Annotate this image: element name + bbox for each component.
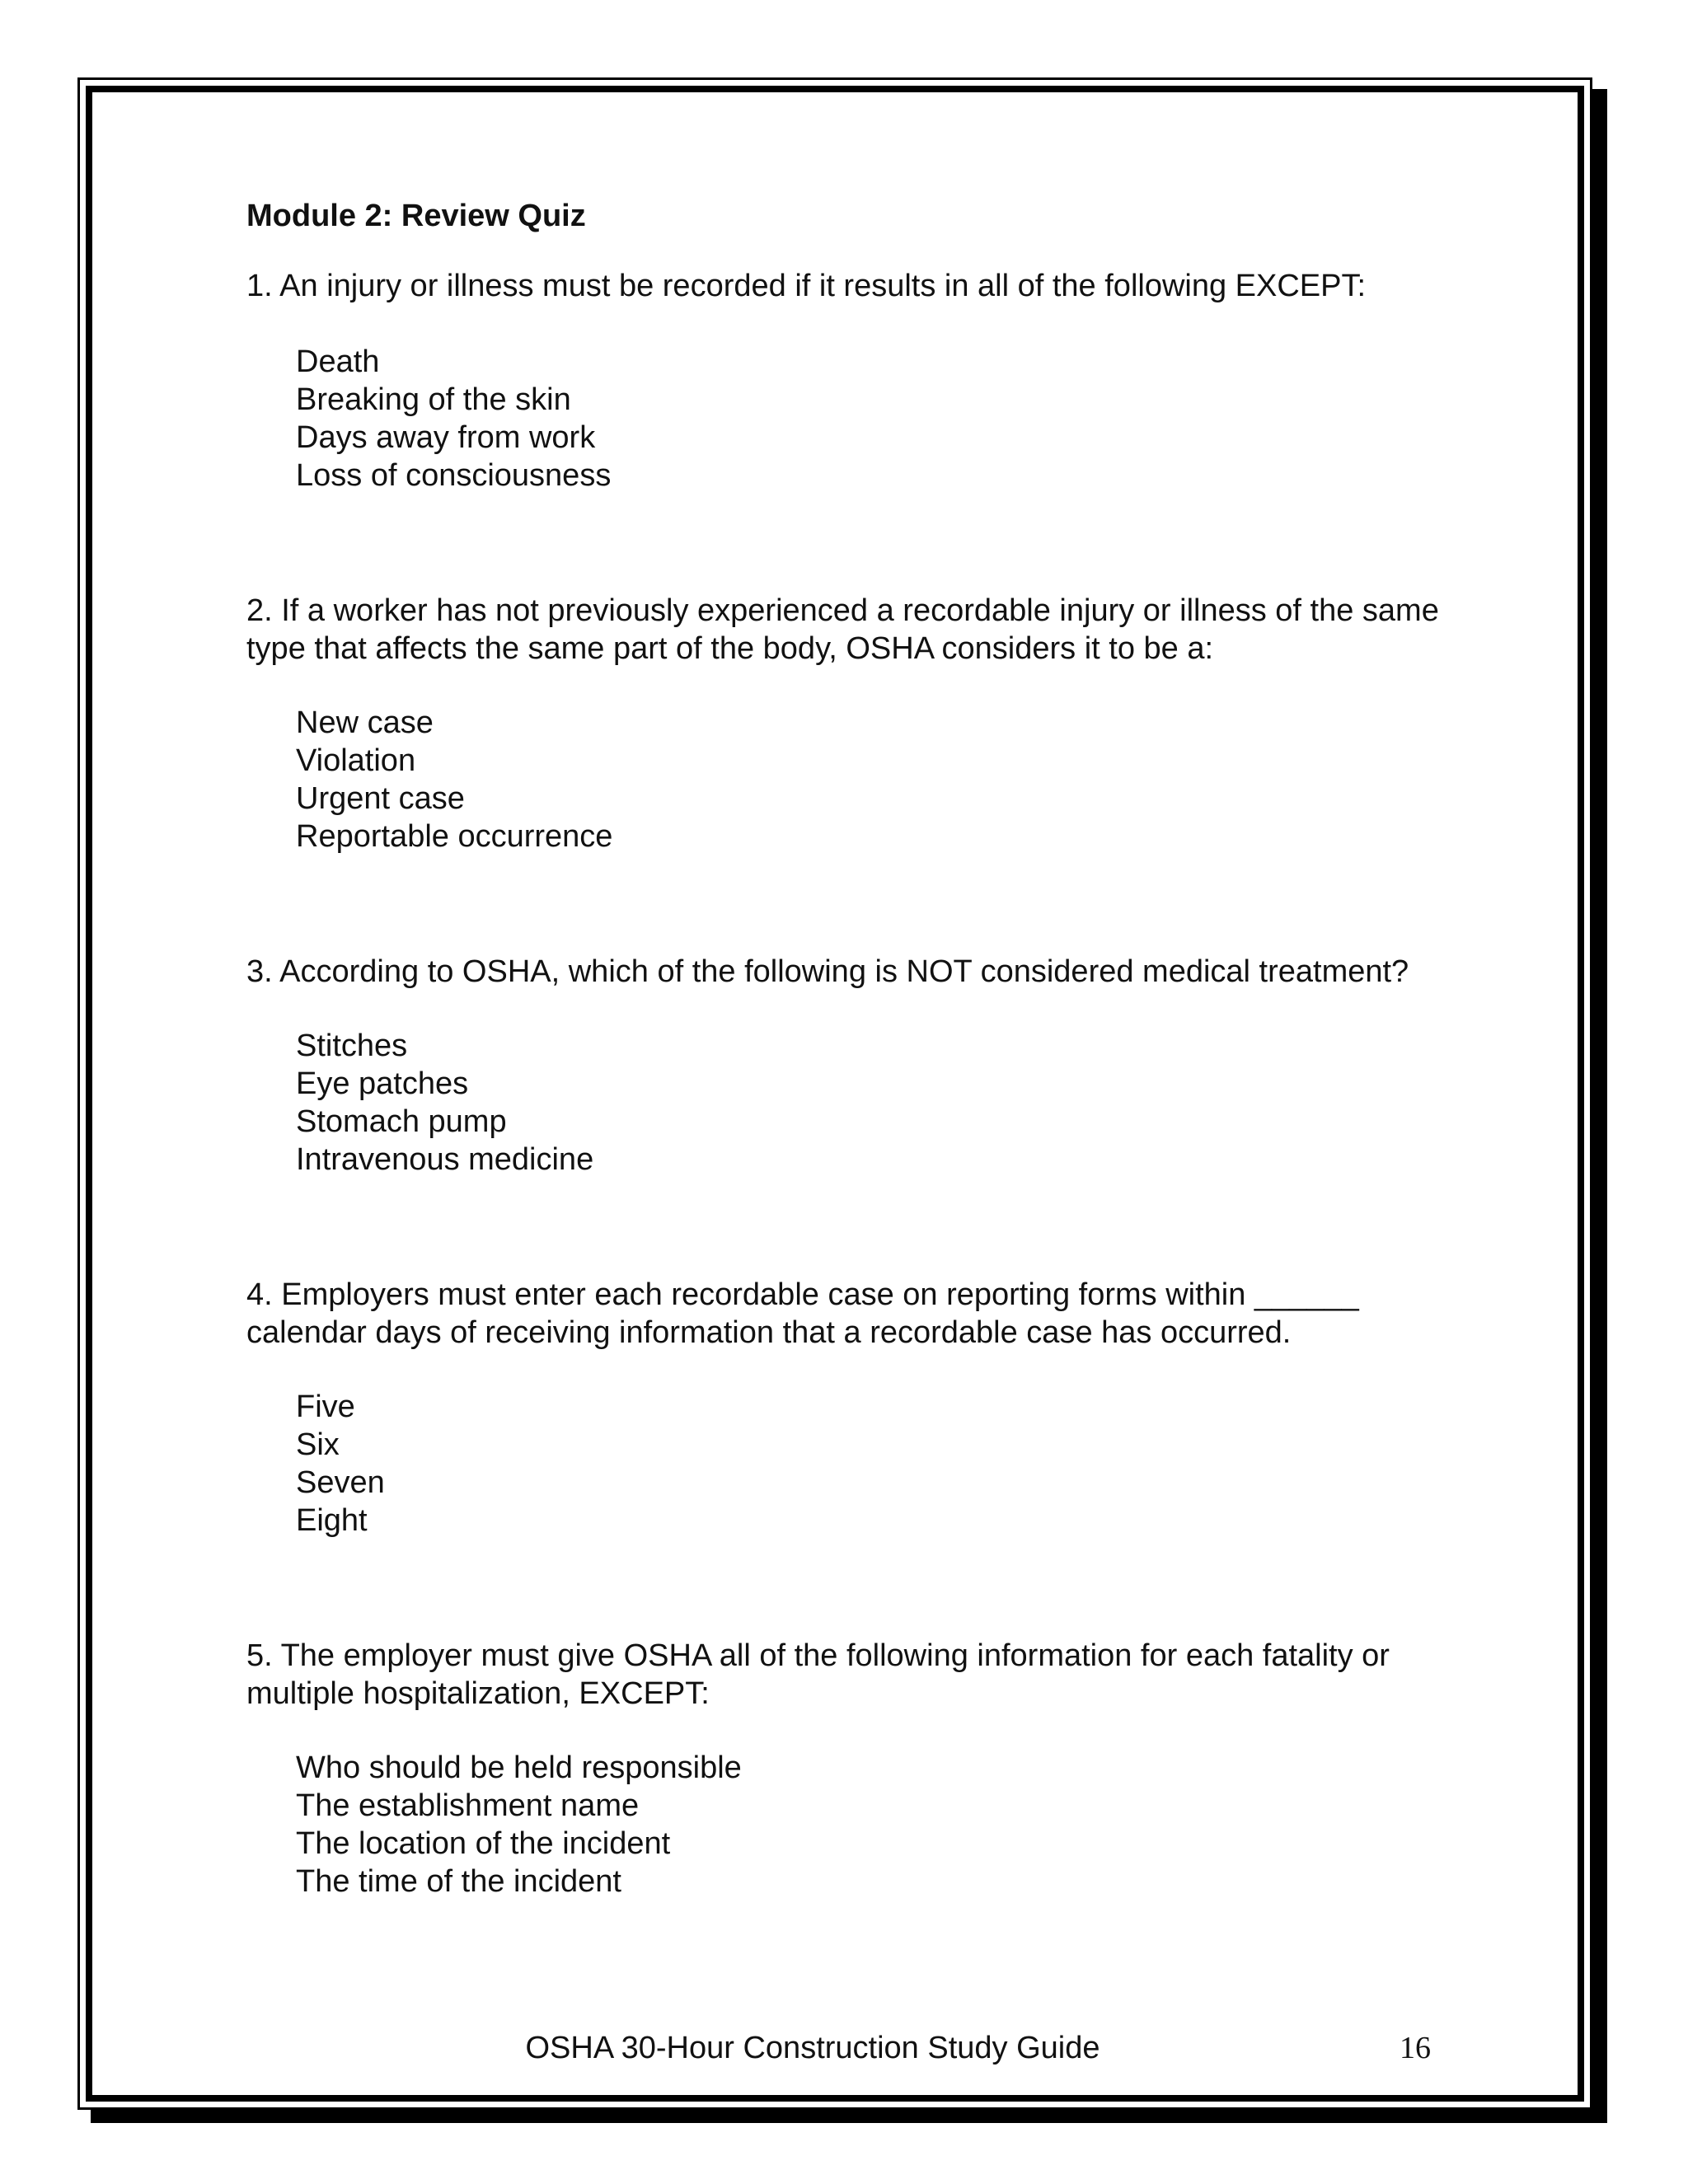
answer-options	[296, 343, 1450, 494]
answer-option: Reportable occurrence	[296, 819, 613, 854]
answer-option: Urgent case	[296, 781, 465, 816]
answer-option: Violation	[296, 743, 416, 778]
question-1	[246, 267, 1450, 494]
quiz-content	[246, 193, 1450, 1900]
answer-option: The location of the incident	[296, 1826, 671, 1861]
answer-option: The establishment name	[296, 1788, 640, 1823]
footer-guide-title: OSHA 30-Hour Construction Study Guide	[525, 2031, 1100, 2065]
answer-option: Seven	[296, 1465, 385, 1500]
quiz-title: Module 2: Review Quiz	[246, 199, 586, 233]
answer-options	[296, 1388, 1450, 1540]
answer-option: Breaking of the skin	[296, 382, 571, 417]
question-text: 3. According to OSHA, which of the following is NOT considered medical treatment?	[246, 954, 1409, 989]
answer-options	[296, 1749, 1450, 1900]
answer-option: Intravenous medicine	[296, 1142, 594, 1177]
answer-option: Days away from work	[296, 420, 596, 455]
answer-option: Eye patches	[296, 1066, 469, 1101]
question-text: 5. The employer must give OSHA all of the following information for each fatality or multiple hospitalization, EXCEPT:	[246, 1638, 1390, 1711]
answer-option: Death	[296, 344, 380, 379]
answer-option: Who should be held responsible	[296, 1750, 742, 1785]
answer-option: The time of the incident	[296, 1864, 621, 1899]
answer-option: Stomach pump	[296, 1104, 507, 1139]
question-text: 1. An injury or illness must be recorded if it results in all of the following EXCEPT:	[246, 269, 1367, 303]
answer-options	[296, 704, 1450, 855]
question-5	[246, 1637, 1450, 1900]
question-text: 2. If a worker has not previously experienced a recordable injury or illness of the same type that affects the same part of the body, OSHA considers it to be a:	[246, 593, 1439, 666]
answer-option: Loss of consciousness	[296, 458, 612, 493]
answer-option: Six	[296, 1427, 340, 1462]
question-4	[246, 1276, 1450, 1540]
answer-option: Stitches	[296, 1029, 408, 1063]
answer-options	[296, 1027, 1450, 1179]
answer-option: New case	[296, 705, 434, 740]
question-text: 4. Employers must enter each recordable case on reporting forms within ______ calendar days of receiving information that a recordable case has occurred.	[246, 1277, 1359, 1350]
question-2	[246, 592, 1450, 855]
answer-option: Five	[296, 1390, 355, 1424]
answer-option: Eight	[296, 1503, 368, 1538]
page-number: 16	[1400, 2031, 1431, 2065]
question-3	[246, 953, 1450, 1179]
